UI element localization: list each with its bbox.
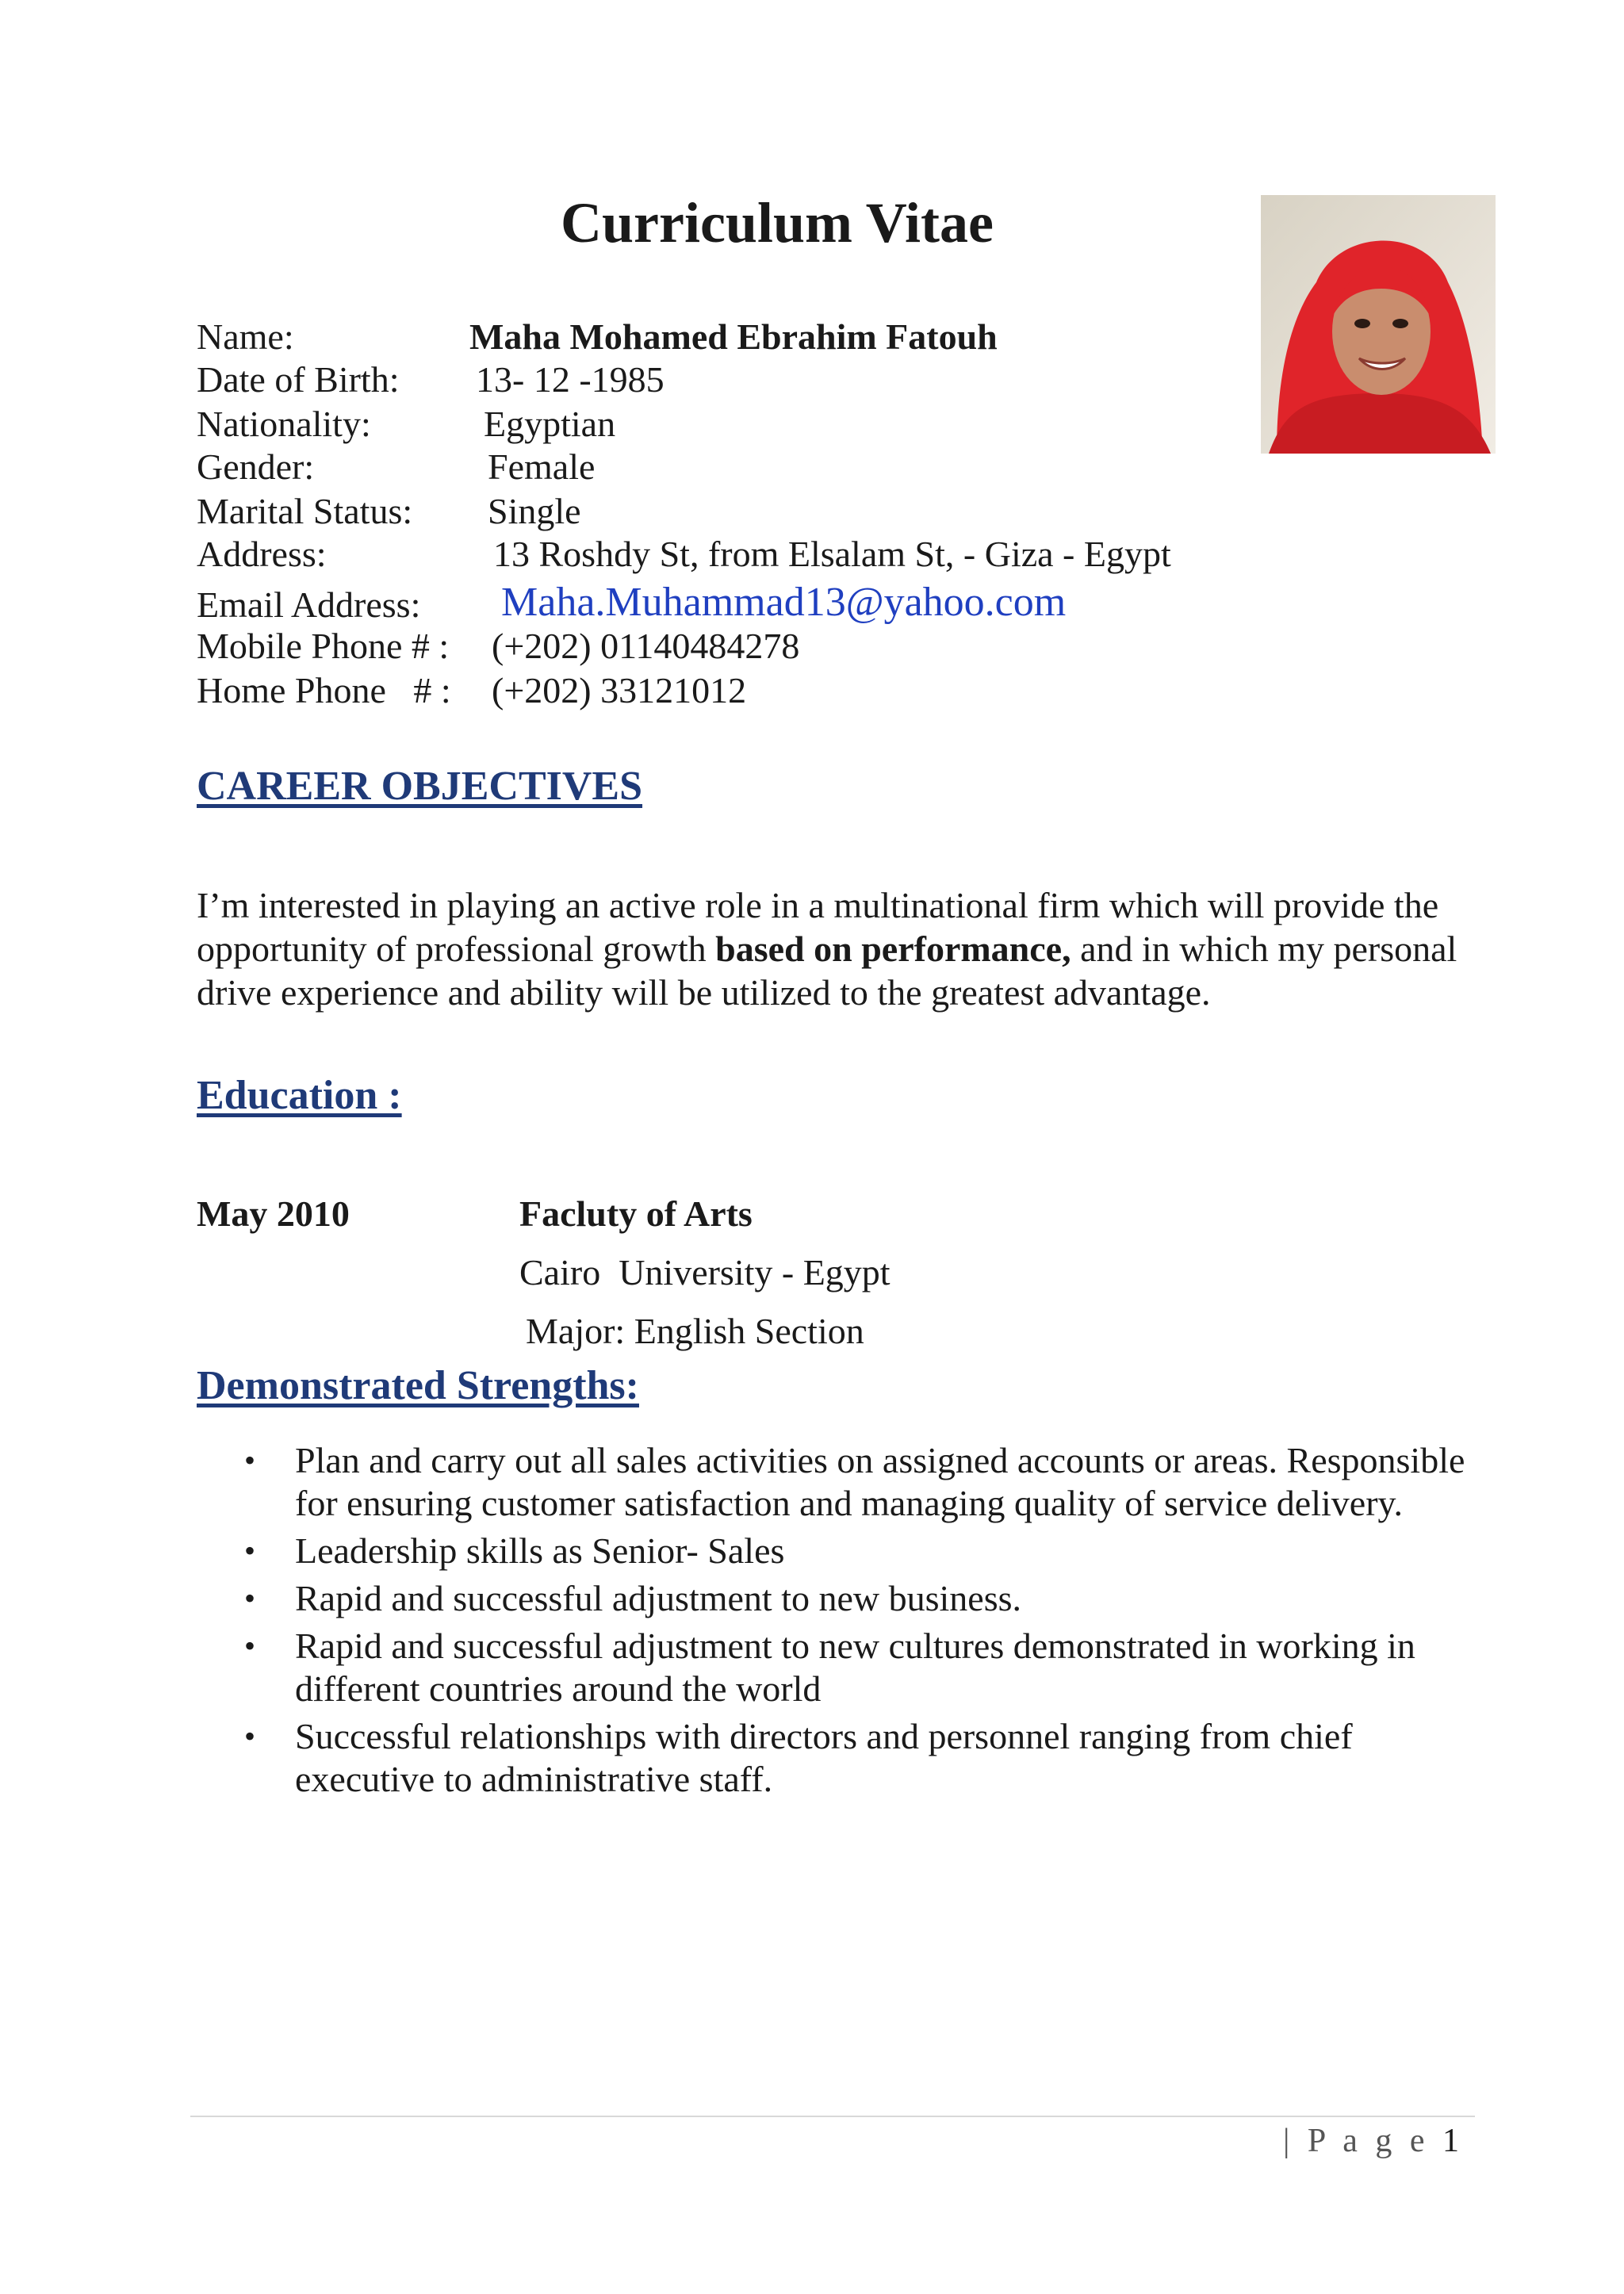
career-objectives-heading: CAREER OBJECTIVES bbox=[197, 764, 643, 809]
list-item bbox=[197, 1530, 1481, 1572]
dob-label: Date of Birth: bbox=[197, 359, 400, 400]
strength-text: Rapid and successful adjustment to new cultures demonstrated in working in different countries around the world bbox=[295, 1626, 1415, 1709]
career-text-end: and in which my personal drive experience and ability will be utilized to the greatest advantage. bbox=[197, 929, 1457, 1013]
name-value: Maha Mohamed Ebrahim Fatouh bbox=[469, 316, 998, 357]
email-label: Email Address: bbox=[197, 584, 421, 625]
bullet-icon: • bbox=[244, 1442, 256, 1478]
list-item bbox=[197, 1625, 1481, 1710]
address-label: Address: bbox=[197, 534, 327, 574]
profile-photo bbox=[1261, 195, 1496, 454]
page-number: 1 bbox=[1442, 2123, 1464, 2159]
dob-value: 13- 12 -1985 bbox=[476, 359, 665, 400]
gender-label: Gender: bbox=[197, 446, 315, 487]
page-label: | P a g e bbox=[1283, 2123, 1430, 2159]
nationality-label: Nationality: bbox=[197, 404, 371, 444]
strength-text: Rapid and successful adjustment to new business. bbox=[295, 1578, 1022, 1618]
marital-status-label: Marital Status: bbox=[197, 491, 413, 531]
bullet-icon: • bbox=[244, 1580, 256, 1616]
education-heading: Education : bbox=[197, 1073, 402, 1118]
education-university: Cairo University - Egypt bbox=[519, 1252, 891, 1293]
strength-text: Successful relationships with directors and personnel ranging from chief executive to administrative staff. bbox=[295, 1716, 1353, 1799]
email-link[interactable]: Maha.Muhammad13@yahoo.com bbox=[501, 580, 1067, 625]
strength-text: Plan and carry out all sales activities on assigned accounts or areas. Responsible for ensuring customer satisfaction and managing quality of service delivery. bbox=[295, 1440, 1465, 1523]
document-title: Curriculum Vitae bbox=[561, 191, 994, 255]
strengths-heading: Demonstrated Strengths: bbox=[197, 1363, 639, 1408]
bullet-icon: • bbox=[244, 1718, 256, 1754]
strengths-list bbox=[197, 1439, 1481, 1806]
list-item bbox=[197, 1439, 1481, 1525]
career-objectives-text bbox=[197, 883, 1465, 1014]
list-item bbox=[197, 1577, 1481, 1620]
list-item bbox=[197, 1715, 1481, 1801]
education-major: Major: English Section bbox=[526, 1311, 864, 1351]
career-text-start: I’m interested in playing an active role in a multinational firm which will provide the opportunity of professional growth bbox=[197, 885, 1439, 969]
footer-divider bbox=[190, 2116, 1475, 2117]
page-footer bbox=[1283, 2122, 1464, 2160]
nationality-value: Egyptian bbox=[484, 404, 616, 444]
career-text-bold: based on performance, bbox=[715, 929, 1071, 969]
home-phone-value: (+202) 33121012 bbox=[492, 670, 747, 710]
mobile-phone-label: Mobile Phone # : bbox=[197, 626, 450, 666]
gender-value: Female bbox=[488, 446, 596, 487]
education-date: May 2010 bbox=[197, 1193, 350, 1234]
mobile-phone-value: (+202) 01140484278 bbox=[492, 626, 800, 666]
marital-status-value: Single bbox=[488, 491, 581, 531]
address-value: 13 Roshdy St, from Elsalam St, - Giza - Egypt bbox=[493, 534, 1171, 574]
bullet-icon: • bbox=[244, 1628, 256, 1664]
strength-text: Leadership skills as Senior- Sales bbox=[295, 1530, 785, 1571]
education-faculty: Facluty of Arts bbox=[519, 1193, 753, 1234]
home-phone-label: Home Phone # : bbox=[197, 670, 451, 710]
bullet-icon: • bbox=[244, 1533, 256, 1568]
name-label: Name: bbox=[197, 316, 294, 357]
portrait-image bbox=[1261, 195, 1496, 454]
